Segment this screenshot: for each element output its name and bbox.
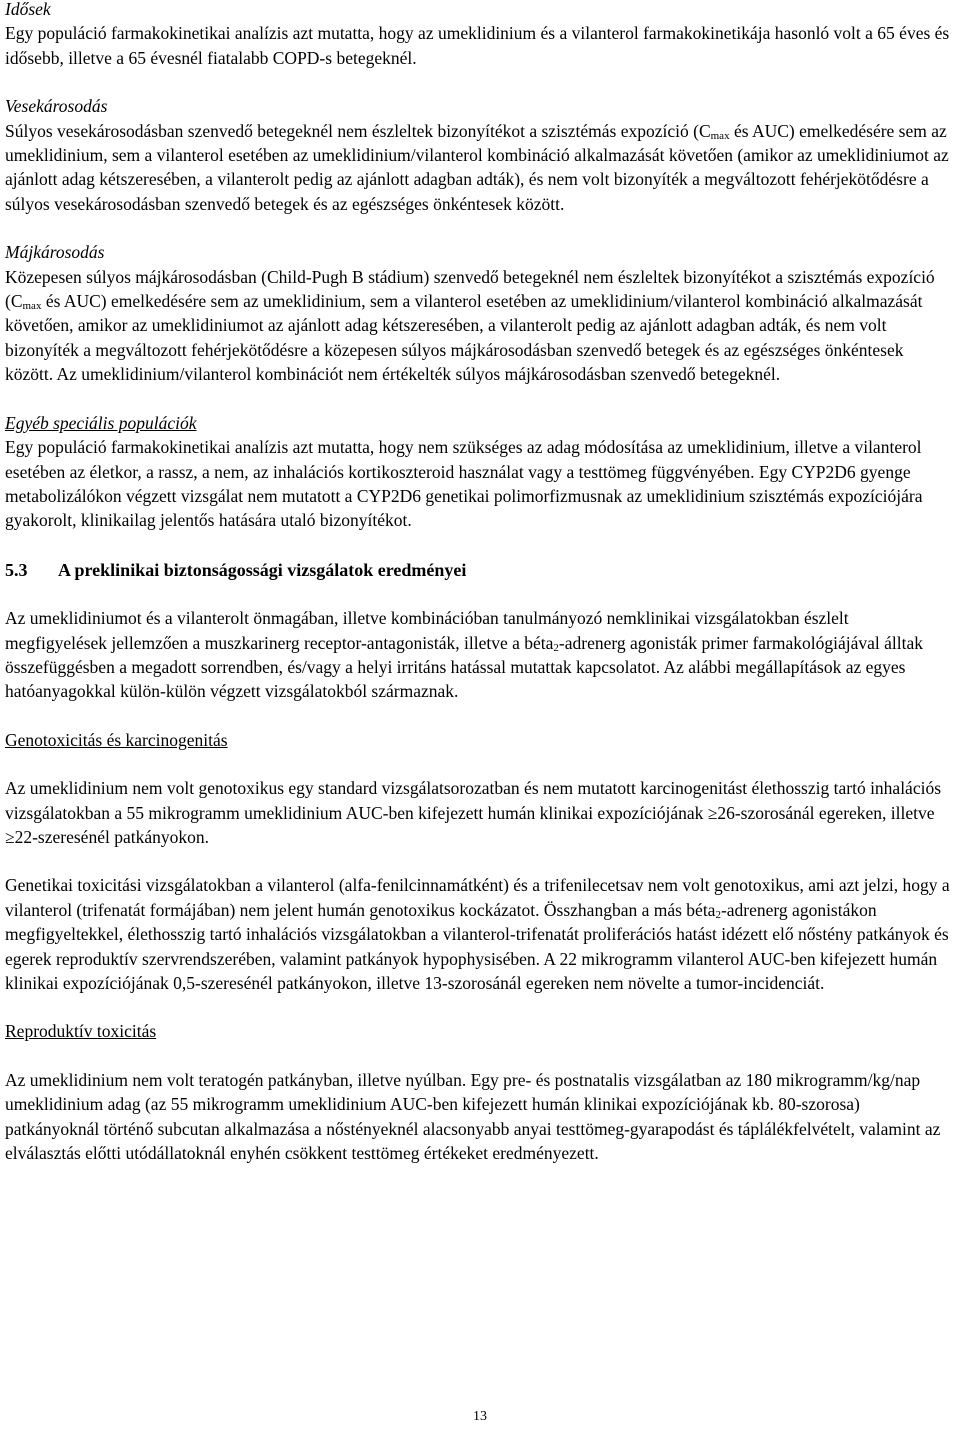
genotox-subscript: 2 xyxy=(715,908,721,921)
heading-reproductive-toxicity: Reproduktív toxicitás xyxy=(5,1021,157,1042)
genotox-text-before: Genetikai toxicitási vizsgálatokban a vilanterol (alfa-fenilcinnamátként) és a trifenilecetsav nem volt genotoxikus, ami azt jelzi, hogy a vilanterol (trifenatát formájában) nem jelent humán genotoxikus kockázatot. Összhangban a más béta xyxy=(5,875,950,920)
paragraph-renal xyxy=(5,119,955,217)
hepatic-text-after: és AUC) emelkedésére sem az umeklidinium, sem a vilanterol esetében az umeklidinium/vilanterol kombináció alkalmazását követően, amikor az umeklidiniumot az ajánlott adag kétszeresében, a vilanterolt pedig az ajánlott adagban adták, és nem volt bizonyíték a megváltozott fehérjekötődésre a közepesen súlyos májkárosodásban szenvedő betegek és az egészséges önkéntesek között. Az umeklidinium/vilanterol kombinációt nem értékelték súlyos májkárosodásban szenvedő betegeknél. xyxy=(5,291,923,385)
hepatic-subscript: max xyxy=(22,300,42,313)
intro-text-after: -adrenerg agonisták primer farmakológiájával álltak összefüggésben a megadott sorrendben, és/vagy a helyi irritáns hatással mutattak kapcsolatot. Az alábbi megállapítások az egyes hatóanyagokkal külön-külön végzett vizsgálatokból származnak. xyxy=(5,632,924,702)
paragraph-preclinical-intro xyxy=(5,606,955,704)
intro-text-before: Az umeklidiniumot és a vilanterolt önmagában, illetve kombinációban tanulmányozó nemklinikai vizsgálatokban észlelt megfigyelések jellemzően a muszkarinerg receptor-antagonisták, illetve a béta xyxy=(5,608,849,653)
hepatic-text-before: Közepesen súlyos májkárosodásban (Child-Pugh B stádium) szenvedő betegeknél nem észleltek bizonyítékot a szisztémás expozíció (C xyxy=(5,266,935,312)
page-number: 13 xyxy=(473,1409,487,1424)
section-title-5-3 xyxy=(5,558,955,582)
heading-hepatic: Májkárosodás xyxy=(5,242,105,263)
paragraph-genotox-vilanterol xyxy=(5,873,955,995)
document-page xyxy=(5,0,955,1165)
section-title-text: A preklinikai biztonságossági vizsgálatok eredményei xyxy=(58,559,467,580)
heading-genotoxicity: Genotoxicitás és karcinogenitás xyxy=(5,729,228,750)
section-number: 5.3 xyxy=(5,559,28,580)
genotox-text-after: -adrenerg agonistákon megfigyeltekkel, élethosszig tartó inhalációs vizsgálatokban a vilanterol-trifenatát proliferációs hatást idézett elő nőstény patkányok és egerek reproduktív szervrendszerében, valamint patkányok hypophysisében. A 22 mikrogramm vilanterol AUC-ben kifejezett humán klinikai expozíciójának 0,5-szeresénél patkányokon, illetve 13-szorosánál egereken nem növelte a tumor-incidenciát. xyxy=(5,899,949,993)
intro-subscript: 2 xyxy=(553,641,559,654)
heading-renal: Vesekárosodás xyxy=(5,96,108,117)
heading-elderly: Idősek xyxy=(5,0,51,19)
heading-special-populations: Egyéb speciális populációk xyxy=(5,412,197,433)
paragraph-hepatic xyxy=(5,265,955,387)
renal-text-before: Súlyos vesekárosodásban szenvedő betegeknél nem észleltek bizonyítékot a szisztémás expozíció (C xyxy=(5,120,711,141)
paragraph-repro: Az umeklidinium nem volt teratogén patkányban, illetve nyúlban. Egy pre- és postnatalis vizsgálatban az 180 mikrogramm/kg/nap umeklidinium adag (az 55 mikrogramm umeklidinium AUC-ben kifejezett humán klinikai expozíciójának kb. 80-szorosa) patkányoknál történő subcutan alkalmazása a nőstényeknél alacsonyabb anyai testtömeg-gyarapodást és táplálékfelvételt, valamint az elválasztás előtti utódállatoknál enyhén csökkent testtömeg értékeket eredményezett. xyxy=(5,1069,941,1164)
paragraph-elderly: Egy populáció farmakokinetikai analízis azt mutatta, hogy az umeklidinium és a vilanterol farmakokinetikája hasonló volt a 65 éves és idősebb, illetve a 65 évesnél fiatalabb COPD-s betegeknél. xyxy=(5,23,950,68)
renal-subscript: max xyxy=(710,129,730,142)
renal-text-after: és AUC) emelkedésére sem az umeklidinium, sem a vilanterol esetében az umeklidinium/vilanterol kombináció alkalmazását követően (amikor az umeklidiniumot az ajánlott adag kétszeresében, a vilanterolt pedig az ajánlott adagban adták), és nem volt bizonyíték a megváltozott fehérjekötődésre a súlyos vesekárosodásban szenvedő betegek és az egészséges önkéntesek között. xyxy=(5,120,949,214)
paragraph-genotox-umeclidinium: Az umeklidinium nem volt genotoxikus egy standard vizsgálatsorozatban és nem mutatott karcinogenitást élethosszig tartó inhalációs vizsgálatokban a 55 mikrogramm umeklidinium AUC-ben kifejezett humán klinikai expozíciójának ≥26-szorosánál egereken, illetve ≥22-szeresénél patkányokon. xyxy=(5,778,942,847)
paragraph-special-populations: Egy populáció farmakokinetikai analízis azt mutatta, hogy nem szükséges az adag módosítása az umeklidinium, illetve a vilanterol esetében az életkor, a rassz, a nem, az inhalációs kortikoszteroid használat vagy a testtömeg függvényében. Egy CYP2D6 gyenge metabolizálókon végzett vizsgálat nem mutatott a CYP2D6 genetikai polimorfizmusnak az umeklidinium szisztémás expozíciójára gyakorolt, klinikailag jelentős hatására utaló bizonyítékot. xyxy=(5,437,923,531)
